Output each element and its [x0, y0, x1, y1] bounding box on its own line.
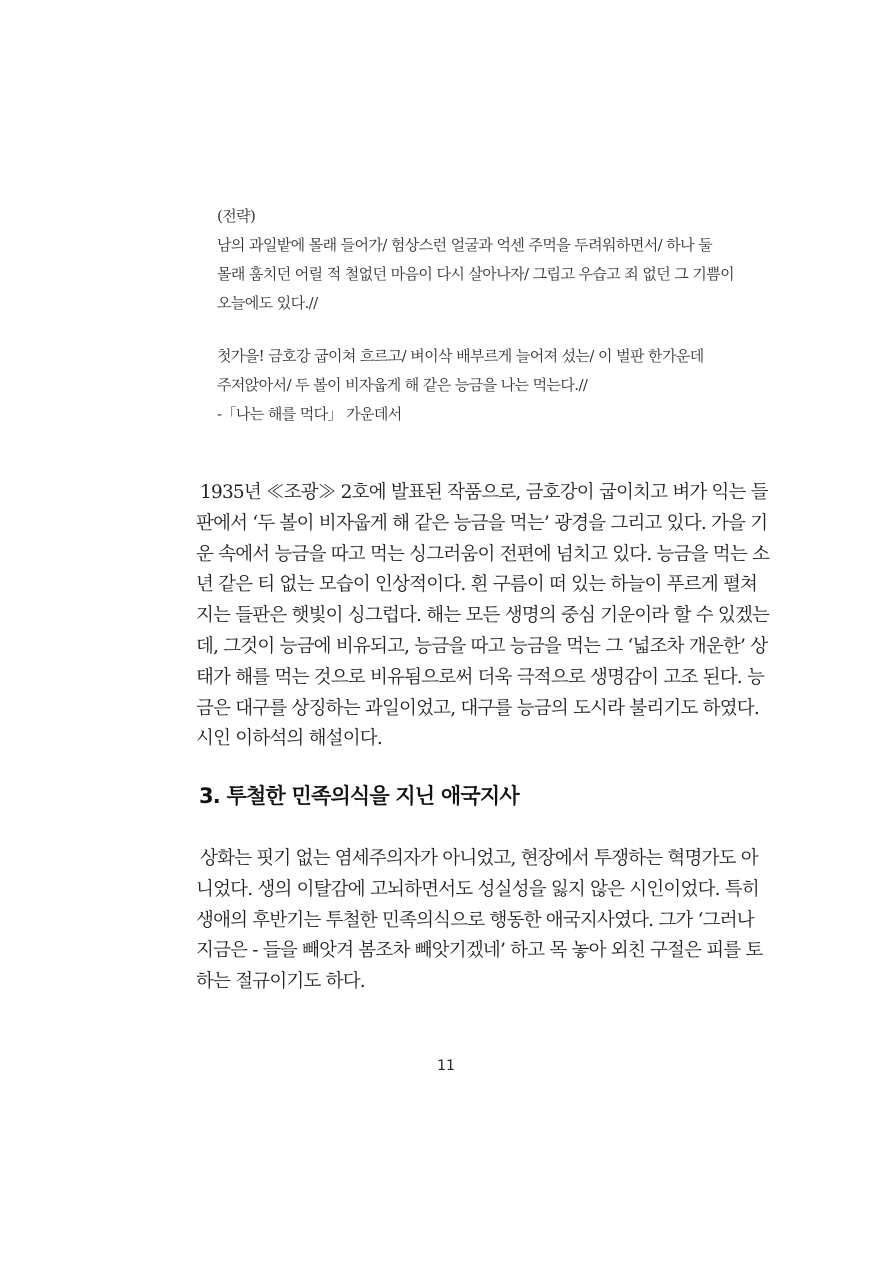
commentary-paragraph	[196, 478, 770, 755]
section-heading: 3. 투철한 민족의식을 지닌 애국지사	[199, 784, 519, 808]
paragraph-line: 시인 이하석의 해설이다.	[196, 728, 382, 750]
paragraph-line: 하는 절규이기도 하다.	[196, 971, 365, 993]
poem-excerpt	[217, 202, 757, 429]
paragraph-line: 니었다. 생의 이탈감에 고뇌하면서도 성실성을 잃지 않은 시인이었다. 특히	[196, 878, 759, 900]
poem-line: 첫가을! 금호강 굽이쳐 흐르고/ 벼이삭 배부르게 늘어져 섰는/ 이 벌판 한가운데	[217, 347, 704, 365]
paragraph-line: 운 속에서 능금을 따고 먹는 싱그러움이 전편에 넘치고 있다. 능금을 먹는 소	[196, 543, 770, 565]
stanza-break	[217, 318, 757, 342]
paragraph-line: 지금은 - 들을 빼앗겨 봄조차 빼앗기겠네’ 하고 목 놓아 외친 구절은 피를 토	[196, 940, 763, 962]
poem-source: -「나는 해를 먹다」 가운데서	[217, 405, 402, 423]
poem-line: 오늘에도 있다.//	[217, 294, 318, 312]
paragraph-line: 생애의 후반기는 투철한 민족의식으로 행동한 애국지사였다. 그가 ‘그러나	[196, 909, 754, 931]
paragraph-line: 데, 그것이 능금에 비유되고, 능금을 따고 능금을 먹는 그 ‘넓조차 개운한’ 상	[196, 635, 768, 657]
paragraph-line: 상화는 핏기 없는 염세주의자가 아니었고, 현장에서 투쟁하는 혁명가도 아	[200, 848, 758, 869]
page-number: 11	[437, 1058, 455, 1074]
paragraph-line: 판에서 ‘두 볼이 비자웁게 해 같은 능금을 먹는’ 광경을 그리고 있다. 가을 기	[196, 512, 768, 534]
poem-line: 주저앉아서/ 두 볼이 비자웁게 해 같은 능금을 나는 먹는다.//	[217, 376, 588, 394]
section-paragraph	[196, 844, 763, 998]
poem-line: 남의 과일밭에 몰래 들어가/ 험상스런 얼굴과 억센 주먹을 두려워하면서/ 하나 둘	[217, 236, 713, 254]
paragraph-line: 금은 대구를 상징하는 과일이었고, 대구를 능금의 도시라 불리기도 하였다.	[196, 697, 759, 719]
paragraph-line: 년 같은 티 없는 모습이 인상적이다. 흰 구름이 떠 있는 하늘이 푸르게 펼쳐	[196, 574, 758, 596]
paragraph-line: 1935년 ≪조광≫ 2호에 발표된 작품으로, 금호강이 굽이치고 벼가 익는 들	[200, 482, 768, 503]
paragraph-line: 지는 들판은 햇빛이 싱그럽다. 해는 모든 생명의 중심 기운이라 할 수 있겠는	[196, 605, 770, 627]
poem-line-ellipsis: (전략)	[217, 207, 256, 225]
poem-line: 몰래 훔치던 어릴 적 철없던 마음이 다시 살아나자/ 그립고 우습고 죄 없던 그 기쁨이	[217, 265, 735, 283]
paragraph-line: 태가 해를 먹는 것으로 비유됨으로써 더욱 극적으로 생명감이 고조 된다. 능	[196, 666, 765, 688]
